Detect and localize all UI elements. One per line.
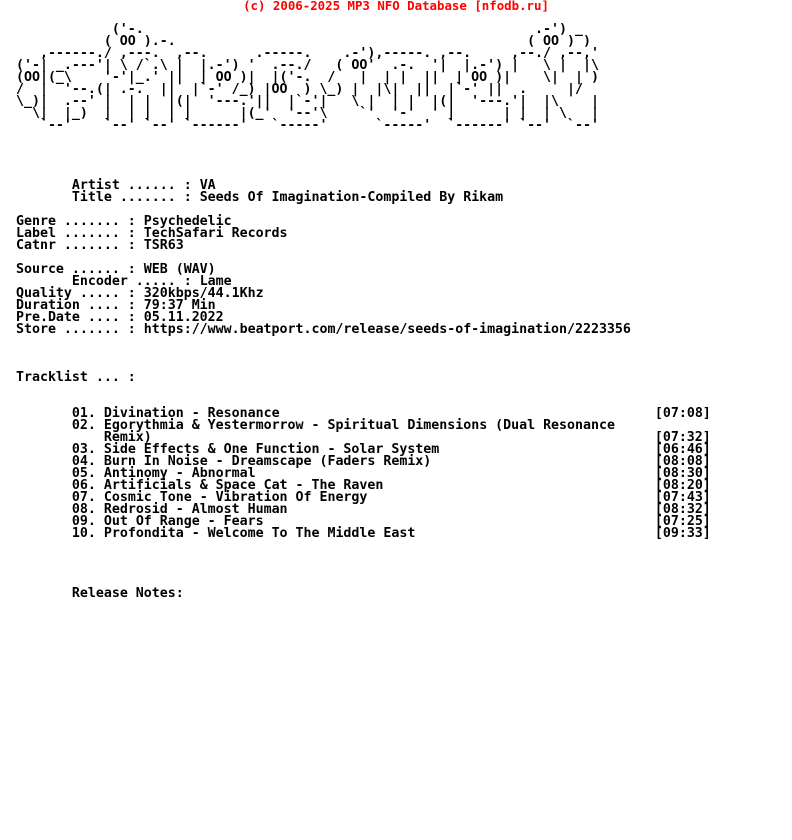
- quality-label: Quality ..... :: [16, 286, 136, 301]
- duration-value: 79:37 Min: [143, 298, 216, 313]
- track-title: Artificials & Space Cat - The Raven: [103, 478, 384, 493]
- track-title: Burn In Noise - Dreamscape (Faders Remix): [103, 454, 432, 469]
- track-title: Cosmic Tone - Vibration Of Energy: [103, 490, 368, 505]
- source-value: WEB (WAV): [143, 262, 216, 277]
- site-header: (c) 2006-2025 MP3 NFO Database [nfodb.ru]: [243, 0, 549, 13]
- track-time: [08:20]: [654, 478, 711, 493]
- artist-label: Artist ...... :: [71, 178, 192, 193]
- release-notes-heading: Release Notes:: [71, 586, 184, 601]
- track-title-continued: Remix): [103, 430, 152, 445]
- track-number: 10.: [71, 526, 96, 541]
- track-time: [07:08]: [654, 406, 711, 421]
- track-time: [08:32]: [654, 502, 711, 517]
- predate-label: Pre.Date .... :: [16, 310, 136, 325]
- catnr-label: Catnr ....... :: [16, 238, 136, 253]
- track-number: 05.: [71, 466, 96, 481]
- track-title: Out Of Range - Fears: [103, 514, 264, 529]
- title-value: Seeds Of Imagination-Compiled By Rikam: [199, 190, 504, 205]
- track-time: [09:33]: [654, 526, 711, 541]
- track-time: [07:43]: [654, 490, 711, 505]
- encoder-value: Lame: [199, 274, 232, 289]
- predate-value: 05.11.2022: [143, 310, 224, 325]
- label-label: Label ....... :: [16, 226, 136, 241]
- track-title: Divination - Resonance: [103, 406, 280, 421]
- track-time: [06:46]: [654, 442, 711, 457]
- quality-value: 320kbps/44.1Khz: [143, 286, 264, 301]
- track-title: Antinomy - Abnormal: [103, 466, 256, 481]
- track-time: [08:08]: [654, 454, 711, 469]
- track-number: 07.: [71, 490, 96, 505]
- ascii-logo: ('-. .-') _ ( OO ).-. ( OO ) ) ,------./ ,---. ,--. .-----. .-'),-----. ,--. ,--./ ,--,' ('-| _.---'| \ /`.\ | |.-') ' .--./ ( OO' .-. '| |.-') | \ | |\ (OO|(_\ '-'|_.' || | OO )| |('-. / | | | || | OO )| \| | ) / | '--.(| .-. || |`-' /_) |OO ) \_) | |\| || |`-' || . |/ \_)| .--' | | | |(| '---.'|| |`-'| \ | | | |(| '---.'| |\ | \| |_) | | | | | |(_' '--'\ `' '-' ' | | | | \ | `--' `--' `--' `------' `-----' `-----' `------' `--' `--': [16, 22, 599, 133]
- track-row: [16, 418, 711, 445]
- track-title: Egorythmia & Yestermorrow - Spiritual Dimensions (Dual Resonance: [103, 418, 615, 433]
- nfo-content: [16, 24, 711, 600]
- title-label: Title ....... :: [71, 190, 192, 205]
- store-label: Store ....... :: [16, 322, 136, 337]
- track-title: Side Effects & One Function - Solar System: [103, 442, 440, 457]
- source-label: Source ...... :: [16, 262, 136, 277]
- track-title: Profondita - Welcome To The Middle East: [103, 526, 416, 541]
- track-number: 06.: [71, 478, 96, 493]
- duration-label: Duration .... :: [16, 298, 136, 313]
- track-time: [07:32]: [654, 430, 711, 445]
- track-number: 09.: [71, 514, 96, 529]
- artist-value: VA: [199, 178, 216, 193]
- label-value: TechSafari Records: [143, 226, 288, 241]
- track-row: [16, 526, 711, 541]
- track-time: [07:25]: [654, 514, 711, 529]
- encoder-label: Encoder ..... :: [71, 274, 192, 289]
- track-time: [08:30]: [654, 466, 711, 481]
- track-number: 08.: [71, 502, 96, 517]
- catnr-value: TSR63: [143, 238, 184, 253]
- store-link[interactable]: https://www.beatport.com/release/seeds-of-imagination/2223356: [143, 322, 631, 337]
- tracklist: [16, 406, 711, 541]
- track-title: Redrosid - Almost Human: [103, 502, 288, 517]
- track-number: 01.: [71, 406, 96, 421]
- track-number: 04.: [71, 454, 96, 469]
- genre-label: Genre ....... :: [16, 214, 136, 229]
- genre-value: Psychedelic: [143, 214, 232, 229]
- track-number: 03.: [71, 442, 96, 457]
- track-number: 02.: [71, 418, 96, 433]
- tracklist-heading: Tracklist ... :: [16, 370, 136, 385]
